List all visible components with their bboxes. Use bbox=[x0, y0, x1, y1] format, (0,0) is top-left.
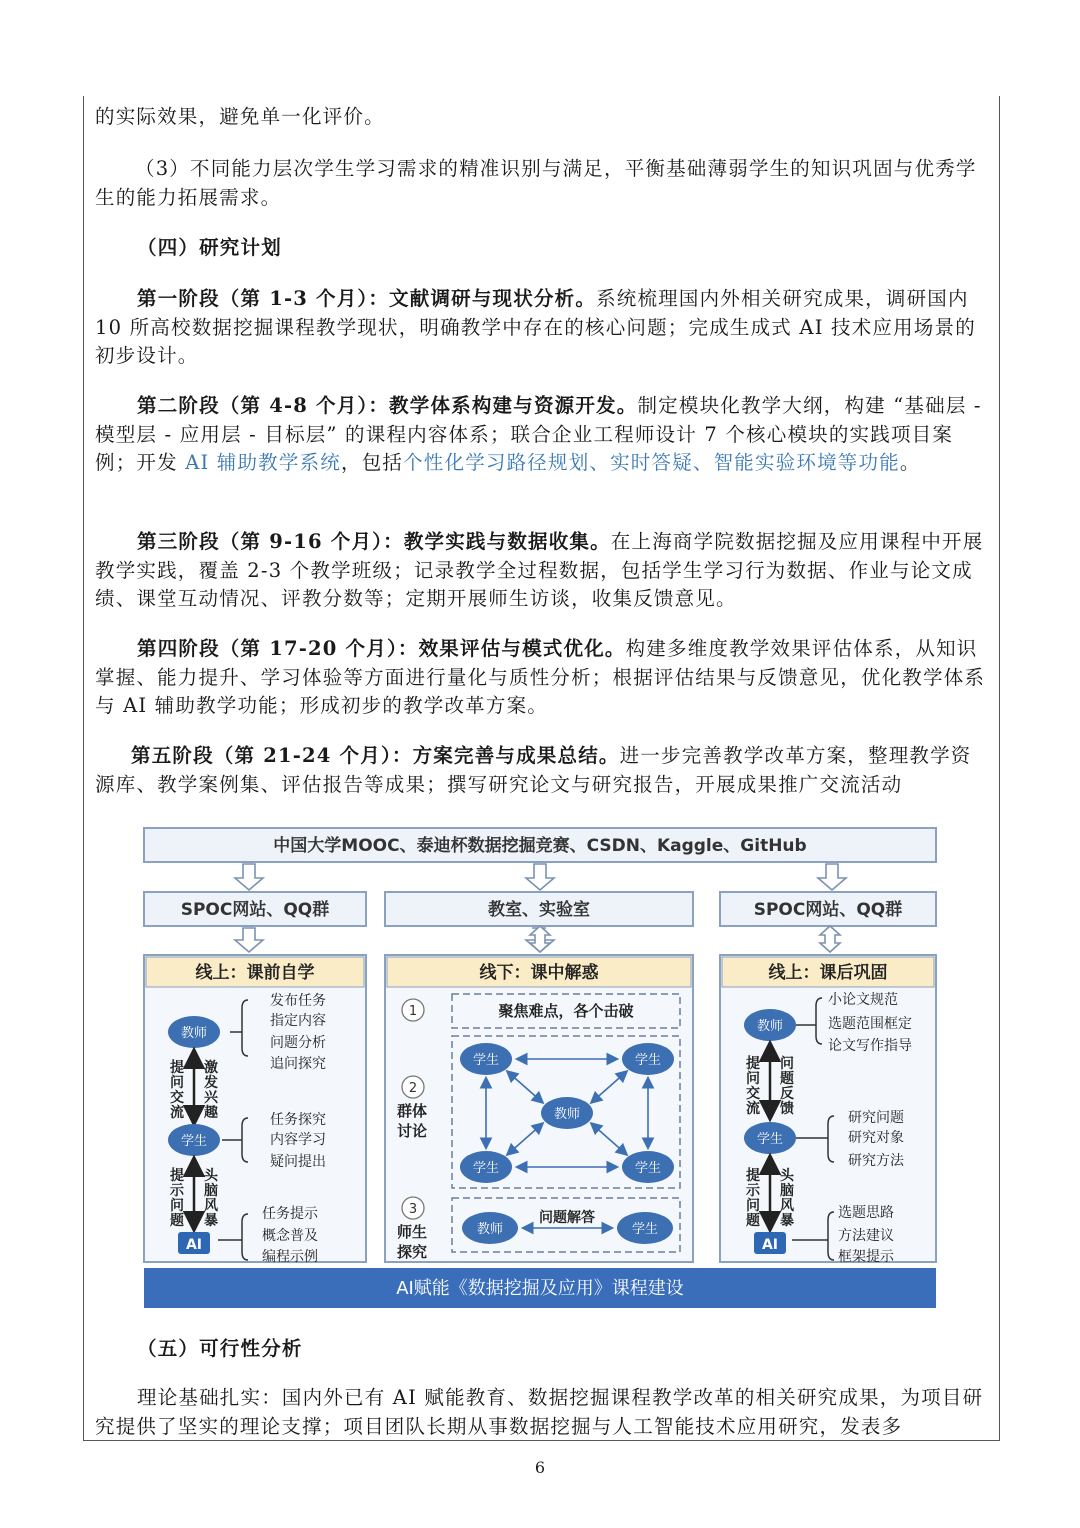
svg-text:1: 1 bbox=[408, 1004, 418, 1019]
svg-text:3: 3 bbox=[408, 1202, 418, 1217]
page-number: 6 bbox=[534, 1458, 546, 1477]
svg-text:编程示例: 编程示例 bbox=[262, 1249, 318, 1265]
svg-text:AI: AI bbox=[761, 1237, 779, 1253]
svg-text:内容学习: 内容学习 bbox=[270, 1132, 326, 1148]
svg-text:追问探究: 追问探究 bbox=[270, 1056, 326, 1072]
svg-text:教师: 教师 bbox=[180, 1026, 208, 1041]
svg-text:选题范围框定: 选题范围框定 bbox=[828, 1016, 912, 1032]
stage-3-heading: 第三阶段（第 9-16 个月）：教学实践与数据收集。 bbox=[137, 530, 611, 553]
svg-text:聚焦难点，各个击破: 聚焦难点，各个击破 bbox=[498, 1002, 634, 1020]
svg-text:学生: 学生 bbox=[634, 1161, 662, 1176]
hollow-arrows-top bbox=[235, 864, 846, 890]
svg-text:学生: 学生 bbox=[472, 1161, 500, 1176]
stage-4-heading: 第四阶段（第 17-20 个月）：效果评估与模式优化。 bbox=[137, 637, 626, 660]
svg-text:选题思路: 选题思路 bbox=[838, 1205, 894, 1221]
step3-label: 师生探究 bbox=[397, 1223, 428, 1261]
left-arrow2-left-label: 提示问题 bbox=[170, 1168, 184, 1229]
svg-text:小论文规范: 小论文规范 bbox=[828, 992, 898, 1008]
svg-text:任务探究: 任务探究 bbox=[270, 1112, 326, 1128]
left-arrow2-right-label: 头脑风暴 bbox=[204, 1168, 218, 1229]
svg-text:论文写作指导: 论文写作指导 bbox=[828, 1038, 912, 1054]
step2-label: 群体讨论 bbox=[397, 1102, 428, 1140]
svg-text:指定内容: 指定内容 bbox=[270, 1013, 326, 1029]
svg-text:2: 2 bbox=[408, 1081, 418, 1096]
svg-text:学生: 学生 bbox=[180, 1134, 208, 1149]
stage-1-paragraph: 第一阶段（第 1-3 个月）：文献调研与现状分析。系统梳理国内外相关研究成果，调研国内 10 所高校数据挖掘课程教学现状，明确教学中存在的核心问题；完成生成式 AI 技术应用场景的初步设计。 bbox=[95, 287, 976, 367]
svg-text:学生: 学生 bbox=[631, 1222, 659, 1237]
right-arrow1-left-label: 提问交流 bbox=[746, 1056, 760, 1117]
svg-text:疑问提出: 疑问提出 bbox=[270, 1154, 326, 1170]
svg-text:方法建议: 方法建议 bbox=[838, 1228, 894, 1244]
svg-text:框架提示: 框架提示 bbox=[838, 1249, 894, 1265]
svg-text:问题分析: 问题分析 bbox=[270, 1035, 326, 1051]
left-arrow1-right-label: 激发兴趣 bbox=[204, 1060, 218, 1121]
svg-text:学生: 学生 bbox=[756, 1132, 784, 1147]
teaching-model-diagram bbox=[140, 822, 940, 1312]
right-arrow2-right-label: 头脑风暴 bbox=[780, 1168, 794, 1229]
right-arrow2-left-label: 提示问题 bbox=[746, 1168, 760, 1229]
bottom-bar-text: AI赋能《数据挖掘及应用》课程建设 bbox=[396, 1278, 684, 1299]
svg-text:教师: 教师 bbox=[476, 1222, 504, 1237]
features-link-text: 个性化学习路径规划、实时答疑、智能实验环境等功能 bbox=[403, 451, 900, 474]
svg-text:研究问题: 研究问题 bbox=[848, 1110, 904, 1126]
ai-system-link-text: AI 辅助教学系统 bbox=[185, 451, 341, 474]
stage-2-paragraph: 第二阶段（第 4-8 个月）：教学体系构建与资源开发。制定模块化教学大纲，构建 “基础层 - 模型层 - 应用层 - 目标层” 的课程内容体系；联合企业工程师设计 7 个核心模块的实践项目案例；开发 AI 辅助教学系统，包括个性化学习路径规划、实时答疑、智能实验环境等功能。 bbox=[95, 394, 982, 474]
stage-3-paragraph: 第三阶段（第 9-16 个月）：教学实践与数据收集。在上海商学院数据挖掘及应用课程中开展教学实践，覆盖 2-3 个教学班级；记录教学全过程数据，包括学生学习行为数据、作业与论文成绩、课堂互动情况、评教分数等；定期开展师生访谈，收集反馈意见。 bbox=[95, 530, 984, 610]
stage-4-paragraph: 第四阶段（第 17-20 个月）：效果评估与模式优化。构建多维度教学效果评估体系，从知识掌握、能力提升、学习体验等方面进行量化与质性分析；根据评估结果与反馈意见，优化教学体系与 AI 辅助教学功能；形成初步的教学改革方案。 bbox=[95, 637, 986, 717]
stage-1-heading: 第一阶段（第 1-3 个月）：文献调研与现状分析。 bbox=[137, 287, 597, 310]
mid-header-text: 线下：课中解惑 bbox=[479, 963, 599, 983]
svg-text:教师: 教师 bbox=[756, 1019, 784, 1034]
hollow-arrows-mid bbox=[235, 926, 840, 952]
left-arrow1-left-label: 提问交流 bbox=[170, 1060, 184, 1121]
paragraph-item-3: （3）不同能力层次学生学习需求的精准识别与满足，平衡基础薄弱学生的知识巩固与优秀学生的能力拓展需求。 bbox=[95, 157, 977, 209]
section-title-feasibility: （五）可行性分析 bbox=[137, 1337, 303, 1360]
stage-2-heading: 第二阶段（第 4-8 个月）：教学体系构建与资源开发。 bbox=[137, 394, 638, 417]
stage-5-heading: 第五阶段（第 21-24 个月）：方案完善与成果总结。 bbox=[131, 744, 620, 767]
svg-text:学生: 学生 bbox=[472, 1053, 500, 1068]
left-header-text: 线上：课前自学 bbox=[195, 963, 315, 983]
left-platform-text: SPOC网站、QQ群 bbox=[180, 900, 330, 920]
svg-text:学生: 学生 bbox=[634, 1053, 662, 1068]
svg-text:研究方法: 研究方法 bbox=[848, 1153, 904, 1169]
svg-text:研究对象: 研究对象 bbox=[848, 1130, 904, 1146]
right-arrow1-right-label: 问题反馈 bbox=[780, 1056, 794, 1117]
stage-5-paragraph: 第五阶段（第 21-24 个月）：方案完善与成果总结。进一步完善教学改革方案，整理教学资源库、教学案例集、评估报告等成果；撰写研究论文与研究报告，开展成果推广交流活动 bbox=[95, 744, 972, 796]
feasibility-paragraph: 理论基础扎实：国内外已有 AI 赋能教育、数据挖掘课程教学改革的相关研究成果，为项目研究提供了坚实的理论支撑；项目团队长期从事数据挖掘与人工智能技术应用研究，发表多 bbox=[95, 1386, 984, 1438]
svg-text:发布任务: 发布任务 bbox=[270, 993, 326, 1009]
step3-text: 问题解答 bbox=[539, 1210, 595, 1226]
mid-platform-text: 教室、实验室 bbox=[488, 900, 590, 920]
svg-text:教师: 教师 bbox=[553, 1107, 581, 1122]
svg-text:任务提示: 任务提示 bbox=[262, 1206, 318, 1222]
section-title-research-plan: （四）研究计划 bbox=[137, 236, 282, 259]
right-platform-text: SPOC网站、QQ群 bbox=[753, 900, 903, 920]
right-header-text: 线上：课后巩固 bbox=[768, 963, 888, 983]
svg-text:概念普及: 概念普及 bbox=[262, 1228, 318, 1244]
paragraph-continuation: 的实际效果，避免单一化评价。 bbox=[95, 105, 385, 128]
top-sources-text: 中国大学MOOC、泰迪杯数据挖掘竞赛、CSDN、Kaggle、GitHub bbox=[273, 836, 807, 856]
svg-text:AI: AI bbox=[185, 1237, 203, 1253]
